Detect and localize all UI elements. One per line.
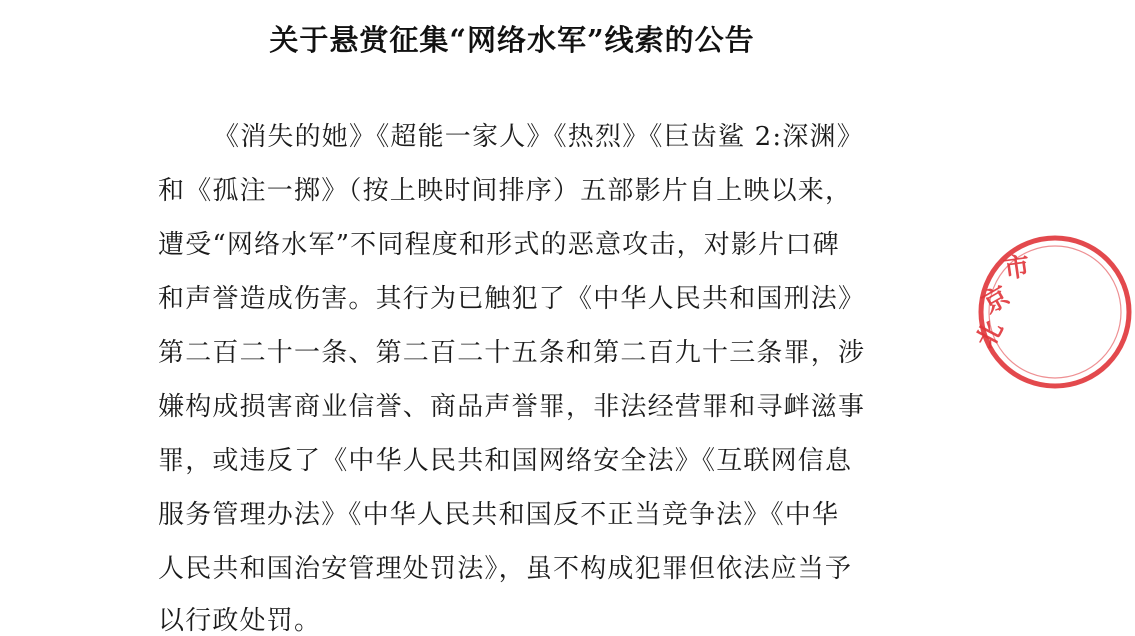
body-line: 第二百二十一条、第二百二十五条和第二百九十三条罪，涉 xyxy=(158,338,866,368)
official-seal-stamp xyxy=(970,232,1135,392)
body-line: 遭受“网络水军”不同程度和形式的恶意攻击，对影片口碑 xyxy=(158,230,840,260)
body-line: 和《孤注一掷》（按上映时间排序）五部影片自上映以来， xyxy=(158,176,853,206)
svg-text:北: 北 xyxy=(970,316,1010,354)
body-line: 服务管理办法》《中华人民共和国反不正当竞争法》《中华 xyxy=(158,500,840,530)
body-line: 人民共和国治安管理处罚法》，虽不构成犯罪但依法应当予 xyxy=(158,554,853,584)
body-line: 和声誉造成伤害。其行为已触犯了《中华人民共和国刑法》 xyxy=(158,284,866,314)
body-line: 《消失的她》《超能一家人》《热烈》《巨齿鲨 2:深渊》 xyxy=(213,122,864,152)
svg-text:市: 市 xyxy=(1001,251,1032,285)
svg-text:京: 京 xyxy=(977,281,1016,321)
body-line: 罪，或违反了《中华人民共和国网络安全法》《互联网信息 xyxy=(158,446,853,476)
document-title: 关于悬赏征集“网络水军”线索的公告 xyxy=(269,23,755,57)
body-line: 嫌构成损害商业信誉、商品声誉罪，非法经营罪和寻衅滋事 xyxy=(158,392,866,422)
body-line: 以行政处罚。 xyxy=(158,606,322,636)
